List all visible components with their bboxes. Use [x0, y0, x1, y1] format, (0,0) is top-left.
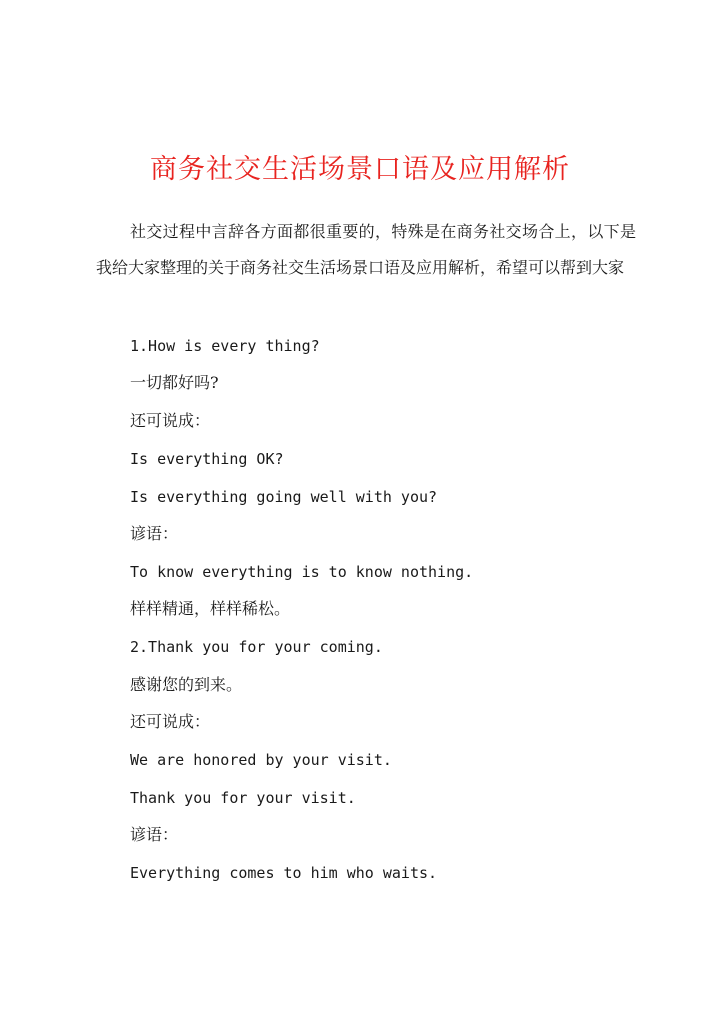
intro-paragraph: 社交过程中言辞各方面都很重要的，特殊是在商务社交场合上，以下是我给大家整理的关于商务社交生活场景口语及应用解析，希望可以帮到大家	[96, 222, 636, 277]
proverb-1-english: To know everything is to know nothing.	[130, 563, 474, 581]
proverb-label-1: 谚语：	[130, 524, 179, 543]
alt-expression-2a: We are honored by your visit.	[130, 751, 392, 769]
proverb-2-english: Everything comes to him who waits.	[130, 864, 438, 882]
phrase-1-chinese: 一切都好吗?	[130, 373, 219, 392]
proverb-label-2: 谚语：	[130, 825, 179, 844]
alt-expression-label-1: 还可说成：	[130, 411, 211, 430]
phrase-2-english: 2.Thank you for your coming.	[130, 638, 383, 656]
alt-expression-2b: Thank you for your visit.	[130, 789, 356, 807]
proverb-1-chinese: 样样精通，样样稀松。	[130, 599, 291, 618]
alt-expression-1a: Is everything OK?	[130, 450, 284, 468]
phrase-1-english: 1.How is every thing?	[130, 337, 320, 355]
alt-expression-label-2: 还可说成：	[130, 712, 211, 731]
document-title: 商务社交生活场景口语及应用解析	[150, 154, 570, 185]
alt-expression-1b: Is everything going well with you?	[130, 488, 438, 506]
phrase-2-chinese: 感谢您的到来。	[130, 675, 243, 694]
